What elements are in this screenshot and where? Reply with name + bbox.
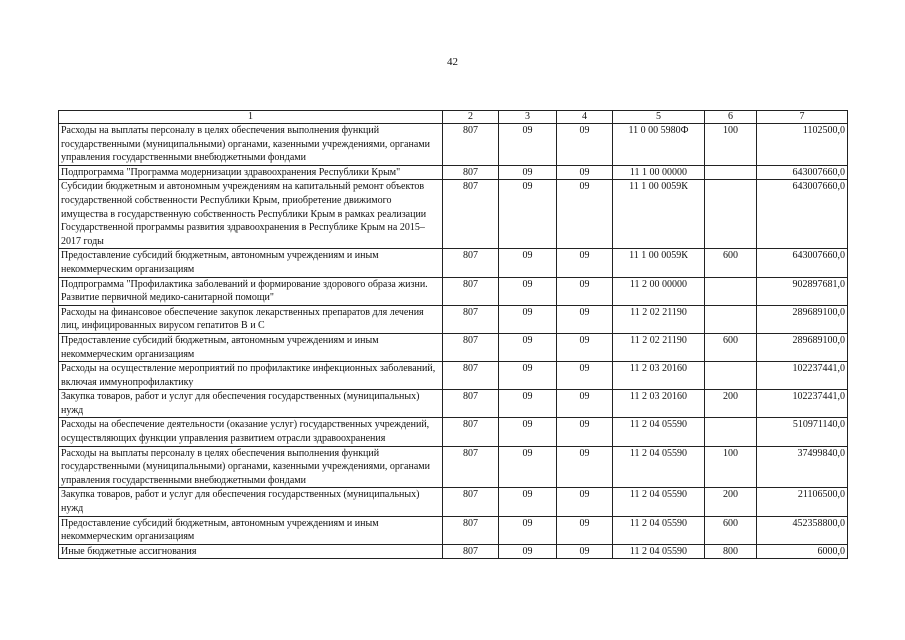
target-article-code: 11 2 04 05590 — [613, 488, 705, 516]
ministry-code: 807 — [443, 277, 499, 305]
row-description: Закупка товаров, работ и услуг для обеспечения государственных (муниципальных) нужд — [59, 488, 443, 516]
target-article-code: 11 1 00 0059К — [613, 180, 705, 249]
row-description: Предоставление субсидий бюджетным, автономным учреждениям и иным некоммерческим организациям — [59, 516, 443, 544]
header-cell: 2 — [443, 111, 499, 124]
target-article-code: 11 0 00 5980Ф — [613, 124, 705, 166]
section-code: 09 — [499, 390, 557, 418]
header-cell: 7 — [757, 111, 848, 124]
row-description: Подпрограмма "Программа модернизации здравоохранения Республики Крым" — [59, 165, 443, 180]
ministry-code: 807 — [443, 544, 499, 559]
header-cell: 3 — [499, 111, 557, 124]
expense-type-code: 200 — [705, 390, 757, 418]
row-description: Расходы на обеспечение деятельности (оказание услуг) государственных учреждений, осуществляющих функции управления развитием отрасли здравоохранения — [59, 418, 443, 446]
amount-value: 902897681,0 — [757, 277, 848, 305]
expense-type-code: 800 — [705, 544, 757, 559]
expense-type-code: 600 — [705, 516, 757, 544]
section-code: 09 — [499, 516, 557, 544]
table-row — [59, 305, 848, 333]
row-description: Расходы на выплаты персоналу в целях обеспечения выполнения функций государственными (муниципальными) органами, казенными учреждениями, органами управления государственными внебюджетными фондами — [59, 446, 443, 488]
table-row — [59, 390, 848, 418]
section-code: 09 — [499, 544, 557, 559]
target-article-code: 11 1 00 00000 — [613, 165, 705, 180]
target-article-code: 11 2 03 20160 — [613, 362, 705, 390]
header-cell: 5 — [613, 111, 705, 124]
table-row — [59, 165, 848, 180]
amount-value: 102237441,0 — [757, 362, 848, 390]
ministry-code: 807 — [443, 165, 499, 180]
table-row — [59, 124, 848, 166]
subsection-code: 09 — [557, 446, 613, 488]
subsection-code: 09 — [557, 362, 613, 390]
section-code: 09 — [499, 418, 557, 446]
budget-table — [58, 110, 848, 559]
row-description: Расходы на выплаты персоналу в целях обеспечения выполнения функций государственными (муниципальными) органами, казенными учреждениями, органами управления государственными внебюджетными фондами — [59, 124, 443, 166]
expense-type-code: 600 — [705, 333, 757, 361]
subsection-code: 09 — [557, 277, 613, 305]
expense-type-code — [705, 362, 757, 390]
ministry-code: 807 — [443, 249, 499, 277]
table-row — [59, 249, 848, 277]
subsection-code: 09 — [557, 180, 613, 249]
row-description: Субсидии бюджетным и автономным учреждениям на капитальный ремонт объектов государственной собственности Республики Крым, приобретение движимого имущества в государственную собственность Республики Крым в рамках реализации Государственной программы развития здравоохранения в Республике Крым на 2015–2017 годы — [59, 180, 443, 249]
section-code: 09 — [499, 362, 557, 390]
header-cell: 6 — [705, 111, 757, 124]
target-article-code: 11 2 04 05590 — [613, 418, 705, 446]
row-description: Расходы на осуществление мероприятий по профилактике инфекционных заболеваний, включая иммунопрофилактику — [59, 362, 443, 390]
target-article-code: 11 2 02 21190 — [613, 333, 705, 361]
ministry-code: 807 — [443, 446, 499, 488]
amount-value: 1102500,0 — [757, 124, 848, 166]
table-row — [59, 418, 848, 446]
section-code: 09 — [499, 446, 557, 488]
table-row — [59, 516, 848, 544]
section-code: 09 — [499, 124, 557, 166]
row-description: Предоставление субсидий бюджетным, автономным учреждениям и иным некоммерческим организациям — [59, 333, 443, 361]
amount-value: 21106500,0 — [757, 488, 848, 516]
expense-type-code: 100 — [705, 446, 757, 488]
expense-type-code: 600 — [705, 249, 757, 277]
subsection-code: 09 — [557, 390, 613, 418]
expense-type-code: 200 — [705, 488, 757, 516]
section-code: 09 — [499, 488, 557, 516]
amount-value: 289689100,0 — [757, 305, 848, 333]
subsection-code: 09 — [557, 488, 613, 516]
ministry-code: 807 — [443, 488, 499, 516]
ministry-code: 807 — [443, 305, 499, 333]
ministry-code: 807 — [443, 362, 499, 390]
ministry-code: 807 — [443, 180, 499, 249]
table-body — [59, 124, 848, 559]
expense-type-code — [705, 277, 757, 305]
target-article-code: 11 2 04 05590 — [613, 516, 705, 544]
amount-value: 37499840,0 — [757, 446, 848, 488]
subsection-code: 09 — [557, 516, 613, 544]
target-article-code: 11 2 02 21190 — [613, 305, 705, 333]
amount-value: 452358800,0 — [757, 516, 848, 544]
section-code: 09 — [499, 249, 557, 277]
section-code: 09 — [499, 333, 557, 361]
subsection-code: 09 — [557, 305, 613, 333]
header-cell: 4 — [557, 111, 613, 124]
table-row — [59, 277, 848, 305]
amount-value: 510971140,0 — [757, 418, 848, 446]
subsection-code: 09 — [557, 544, 613, 559]
amount-value: 643007660,0 — [757, 180, 848, 249]
expense-type-code — [705, 305, 757, 333]
row-description: Подпрограмма "Профилактика заболеваний и формирование здорового образа жизни. Развитие первичной медико-санитарной помощи" — [59, 277, 443, 305]
target-article-code: 11 2 04 05590 — [613, 544, 705, 559]
header-cell: 1 — [59, 111, 443, 124]
section-code: 09 — [499, 277, 557, 305]
section-code: 09 — [499, 305, 557, 333]
amount-value: 643007660,0 — [757, 249, 848, 277]
row-description: Предоставление субсидий бюджетным, автономным учреждениям и иным некоммерческим организациям — [59, 249, 443, 277]
ministry-code: 807 — [443, 390, 499, 418]
subsection-code: 09 — [557, 418, 613, 446]
expense-type-code — [705, 165, 757, 180]
subsection-code: 09 — [557, 333, 613, 361]
ministry-code: 807 — [443, 516, 499, 544]
table-row — [59, 488, 848, 516]
header-row — [59, 111, 848, 124]
expense-type-code — [705, 180, 757, 249]
section-code: 09 — [499, 165, 557, 180]
subsection-code: 09 — [557, 165, 613, 180]
target-article-code: 11 1 00 0059К — [613, 249, 705, 277]
table-row — [59, 333, 848, 361]
ministry-code: 807 — [443, 333, 499, 361]
table-row — [59, 362, 848, 390]
row-description: Закупка товаров, работ и услуг для обеспечения государственных (муниципальных) нужд — [59, 390, 443, 418]
target-article-code: 11 2 03 20160 — [613, 390, 705, 418]
amount-value: 643007660,0 — [757, 165, 848, 180]
expense-type-code: 100 — [705, 124, 757, 166]
table-row — [59, 180, 848, 249]
amount-value: 102237441,0 — [757, 390, 848, 418]
target-article-code: 11 2 00 00000 — [613, 277, 705, 305]
row-description: Иные бюджетные ассигнования — [59, 544, 443, 559]
amount-value: 289689100,0 — [757, 333, 848, 361]
subsection-code: 09 — [557, 249, 613, 277]
page-number: 42 — [447, 56, 458, 68]
section-code: 09 — [499, 180, 557, 249]
table-row — [59, 544, 848, 559]
amount-value: 6000,0 — [757, 544, 848, 559]
row-description: Расходы на финансовое обеспечение закупок лекарственных препаратов для лечения лиц, инфицированных вирусом гепатитов В и С — [59, 305, 443, 333]
expense-type-code — [705, 418, 757, 446]
ministry-code: 807 — [443, 418, 499, 446]
table-row — [59, 446, 848, 488]
subsection-code: 09 — [557, 124, 613, 166]
target-article-code: 11 2 04 05590 — [613, 446, 705, 488]
ministry-code: 807 — [443, 124, 499, 166]
